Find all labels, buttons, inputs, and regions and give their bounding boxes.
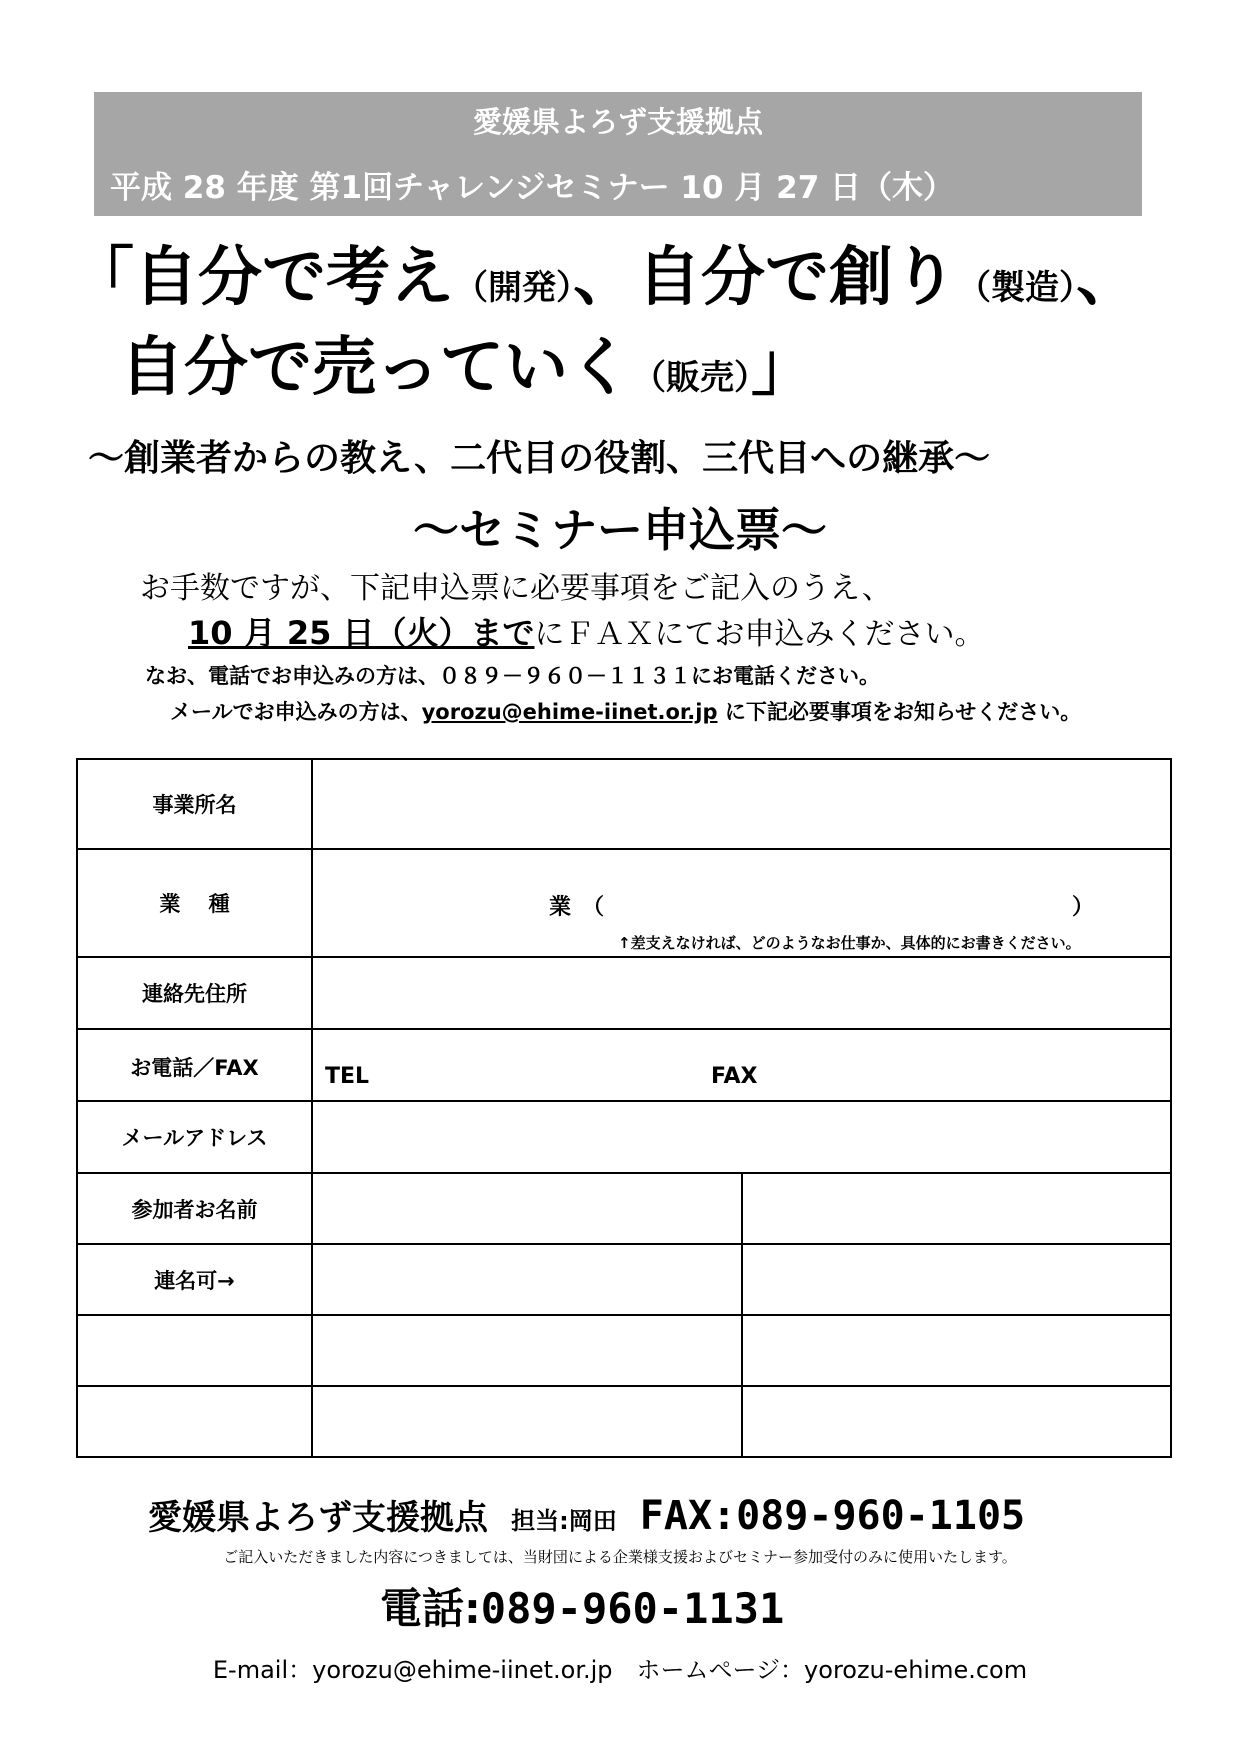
mail-note bbox=[170, 696, 1081, 726]
deadline: 10 月 25 日（火）まで bbox=[188, 614, 535, 652]
input-address[interactable] bbox=[312, 957, 1171, 1029]
instruction-line-1: お手数ですが、下記申込票に必要事項をご記入のうえ、 bbox=[140, 571, 892, 606]
fax-label: FAX bbox=[711, 1064, 758, 1089]
footer-phone-label: 電話: bbox=[380, 1584, 481, 1633]
input-participant-2b[interactable] bbox=[742, 1244, 1171, 1315]
row-participant-1 bbox=[77, 1173, 1171, 1244]
subtitle: ～創業者からの教え、二代目の役割、三代目への継承～ bbox=[88, 438, 991, 479]
industry-suffix: 業 （ bbox=[549, 895, 605, 920]
label-joint-ok: 連名可→ bbox=[77, 1244, 312, 1315]
input-participant-2a[interactable] bbox=[312, 1244, 742, 1315]
headline-make-paren: （製造） bbox=[957, 268, 1076, 308]
input-participant-4b[interactable] bbox=[742, 1386, 1171, 1457]
phone-note: なお、電話でお申込みの方は、０８９－９６０－１１３１にお電話ください。 bbox=[145, 664, 880, 688]
footer-phone: 089-960-1131 bbox=[480, 1584, 785, 1633]
banner-event-title: 平成 28 年度 第1回チャレンジセミナー 10 月 27 日（木） bbox=[110, 170, 955, 206]
row-address bbox=[77, 957, 1171, 1029]
footer-org: 愛媛県よろず支援拠点 bbox=[148, 1498, 488, 1538]
privacy-note: ご記入いただきました内容につきましては、当財団による企業様支援およびセミナー参加受付のみに使用いたします。 bbox=[223, 1548, 1017, 1566]
input-participant-1b[interactable] bbox=[742, 1173, 1171, 1244]
headline-sell-paren: （販売） bbox=[632, 358, 751, 398]
footer-fax: FAX:089-960-1105 bbox=[639, 1493, 1026, 1539]
footer-contact: E-mail：yorozu@ehime-iinet.or.jp ホームページ：yorozu-ehime.com bbox=[212, 1656, 1028, 1684]
row-participant-4 bbox=[77, 1386, 1171, 1457]
label-email: メールアドレス bbox=[77, 1101, 312, 1173]
input-participant-1a[interactable] bbox=[312, 1173, 742, 1244]
headline-line-2 bbox=[120, 331, 815, 405]
tel-label: TEL bbox=[325, 1064, 370, 1089]
label-business-name: 事業所名 bbox=[77, 759, 312, 849]
row-participant-2 bbox=[77, 1244, 1171, 1315]
label-phone-fax: お電話／FAX bbox=[77, 1029, 312, 1101]
row-phone-fax bbox=[77, 1029, 1171, 1101]
headline-sep-1: 、 bbox=[573, 241, 637, 315]
headline-open-bracket: 「 bbox=[70, 241, 134, 315]
footer-person: 担当:岡田 bbox=[511, 1507, 617, 1535]
headline-think-paren: （開発） bbox=[454, 268, 573, 308]
row-business-name bbox=[77, 759, 1171, 849]
mail-address-link[interactable]: yorozu@ehime-iinet.or.jp bbox=[421, 700, 718, 724]
row-participant-3 bbox=[77, 1315, 1171, 1386]
label-blank-3 bbox=[77, 1315, 312, 1386]
mail-note-pre: メールでお申込みの方は、 bbox=[170, 700, 422, 724]
headline-sell: 自分で売っていく bbox=[120, 331, 632, 405]
instruction-line-2-rest: にＦＡＸにてお申込みください。 bbox=[534, 617, 985, 652]
label-blank-4 bbox=[77, 1386, 312, 1457]
mail-note-post: に下記必要事項をお知らせください。 bbox=[717, 700, 1082, 724]
label-participant: 参加者お名前 bbox=[77, 1173, 312, 1244]
header-banner bbox=[94, 92, 1142, 216]
headline-think: 自分で考え bbox=[134, 241, 454, 315]
input-business-name[interactable] bbox=[312, 759, 1171, 849]
input-industry[interactable] bbox=[312, 849, 1171, 957]
instruction-line-2 bbox=[188, 608, 985, 654]
input-participant-4a[interactable] bbox=[312, 1386, 742, 1457]
row-industry bbox=[77, 849, 1171, 957]
headline-make: 自分で創り bbox=[637, 241, 957, 315]
row-email bbox=[77, 1101, 1171, 1173]
label-industry: 業 種 bbox=[77, 849, 312, 957]
industry-hint: ↑差支えなければ、どのようなお仕事か、具体的にお書きください。 bbox=[618, 934, 1081, 952]
application-form bbox=[76, 758, 1172, 1458]
input-phone-fax[interactable] bbox=[312, 1029, 1171, 1101]
industry-close-paren: ） bbox=[1071, 895, 1094, 920]
footer-phone-line bbox=[380, 1576, 784, 1636]
input-participant-3a[interactable] bbox=[312, 1315, 742, 1386]
footer-org-line bbox=[148, 1490, 1025, 1539]
input-email[interactable] bbox=[312, 1101, 1171, 1173]
banner-org-name: 愛媛県よろず支援拠点 bbox=[472, 105, 763, 139]
label-address: 連絡先住所 bbox=[77, 957, 312, 1029]
input-participant-3b[interactable] bbox=[742, 1315, 1171, 1386]
headline-close-bracket: 」 bbox=[751, 331, 815, 405]
apply-heading: ～セミナー申込票～ bbox=[413, 503, 827, 557]
headline-sep-2: 、 bbox=[1076, 241, 1140, 315]
headline-line-1 bbox=[70, 241, 1140, 315]
